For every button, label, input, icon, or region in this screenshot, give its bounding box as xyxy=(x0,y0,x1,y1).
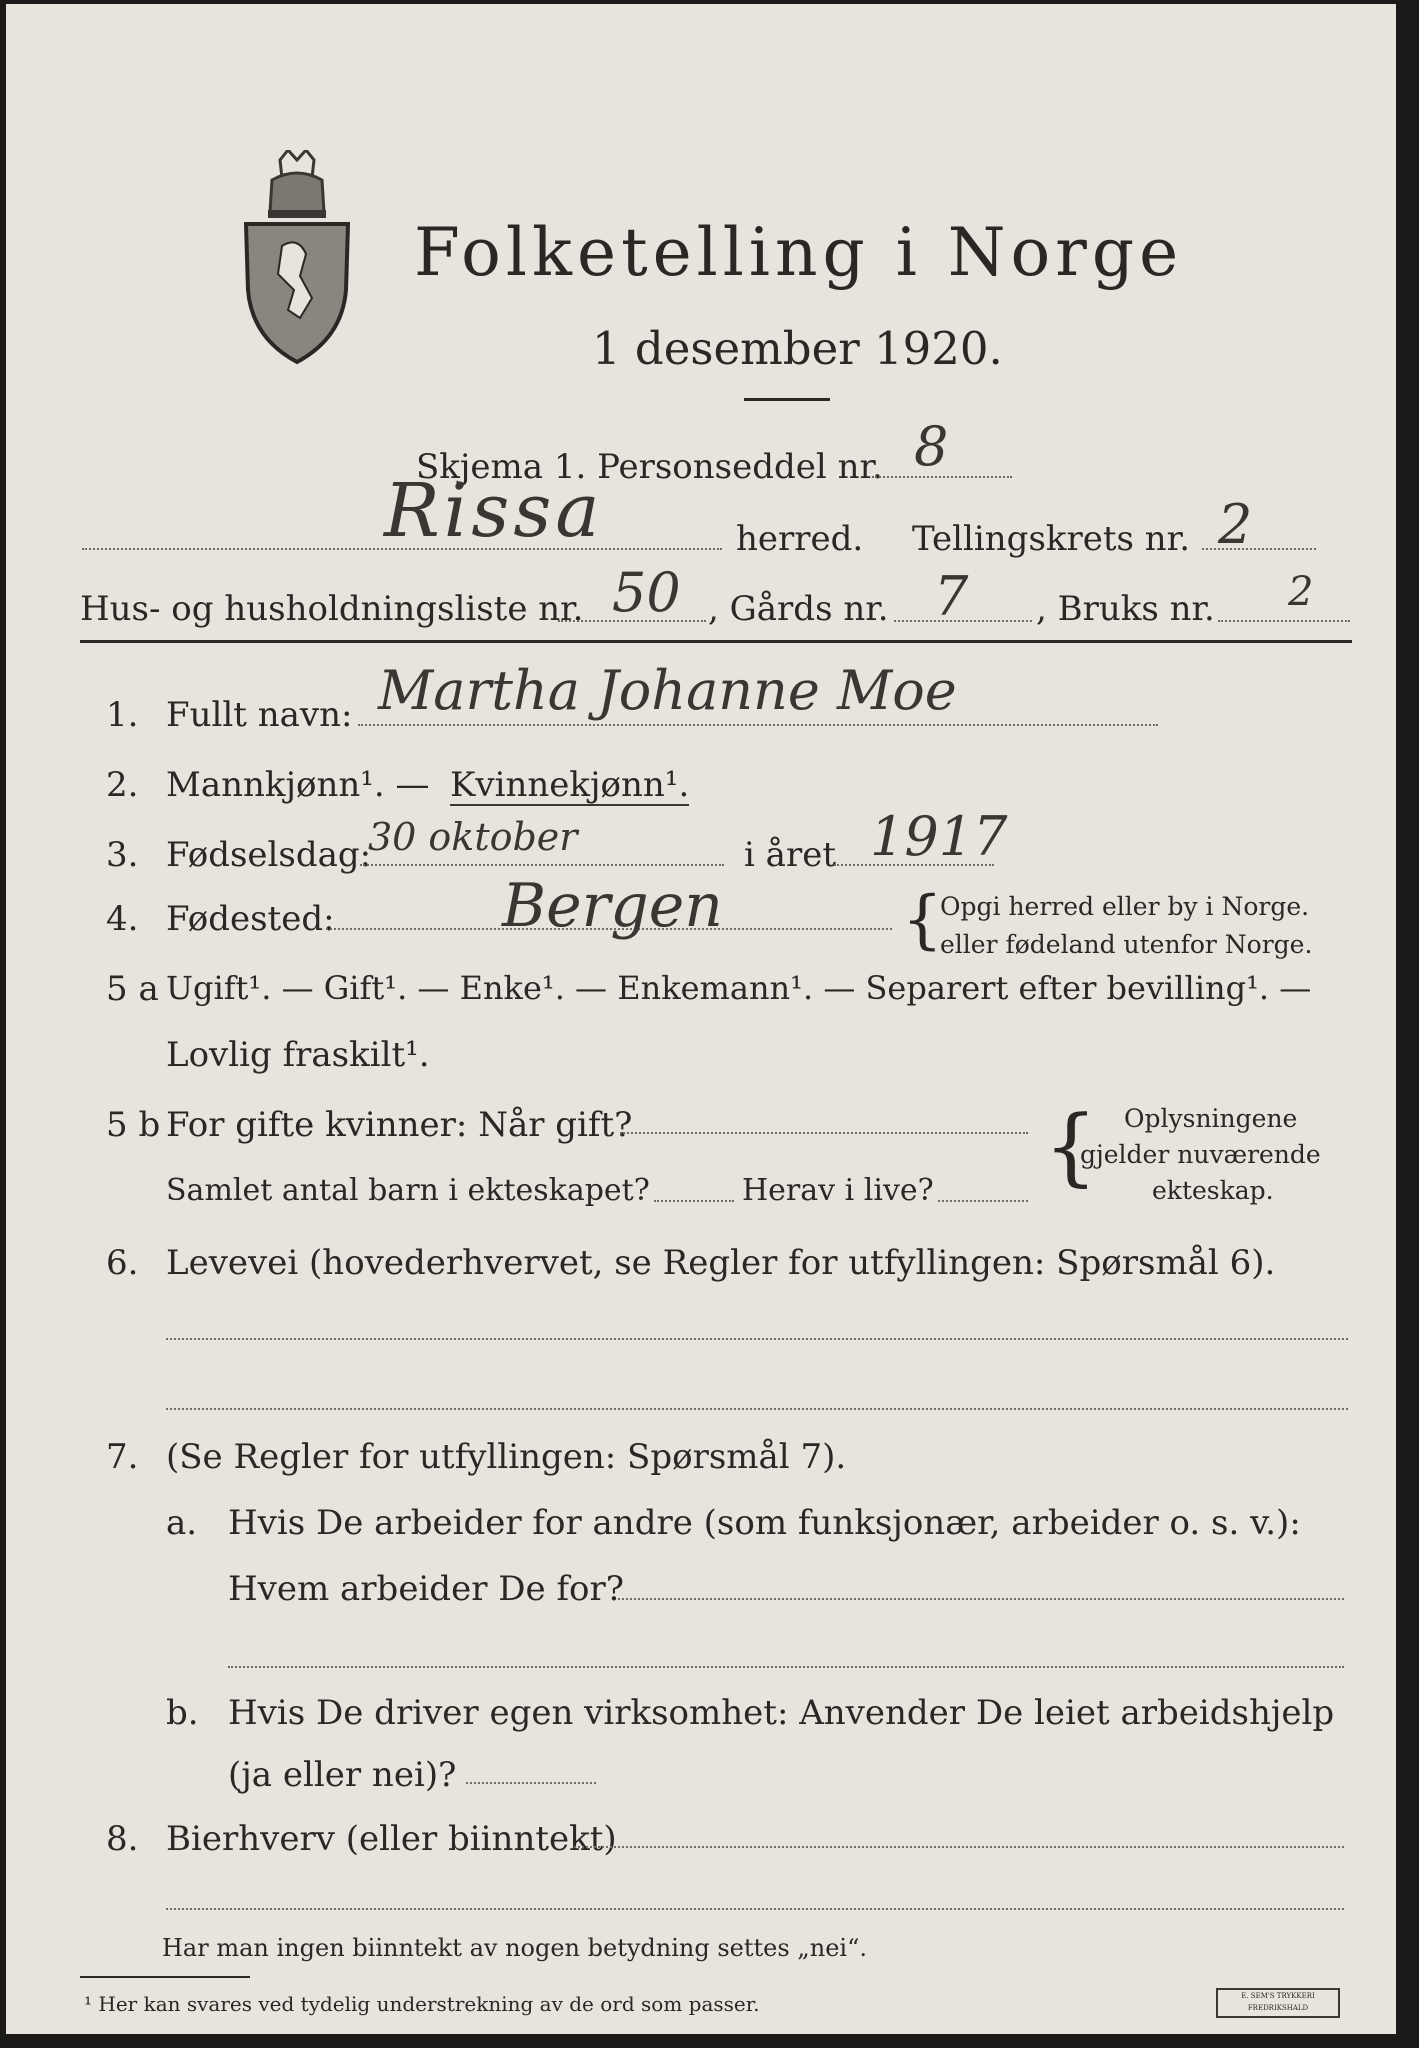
children-total-label: Samlet antal barn i ekteskapet? xyxy=(166,1173,650,1208)
form-title: Folketelling i Norge xyxy=(414,214,1184,291)
birthplace-note-2: eller fødeland utenfor Norge. xyxy=(940,930,1313,959)
employer-field-2[interactable] xyxy=(228,1666,1344,1668)
q7b-line-1: Hvis De driver egen virksomhet: Anvender De leiet arbeidshjelp xyxy=(228,1693,1335,1733)
birthplace-note-1: Opgi herred eller by i Norge. xyxy=(940,892,1310,921)
herred-value: Rissa xyxy=(384,468,604,554)
header-rule xyxy=(80,640,1352,643)
coat-of-arms-icon xyxy=(238,150,356,366)
bruks-label: , Bruks nr. xyxy=(1036,589,1215,629)
footnote-rule xyxy=(80,1976,250,1978)
hus-label: Hus- og husholdningsliste nr. xyxy=(80,589,584,629)
occupation-label: Levevei (hovederhvervet, se Regler for utfyllingen: Spørsmål 6). xyxy=(166,1243,1276,1283)
q2-number: 2. xyxy=(106,765,139,805)
hired-help-label: (ja eller nei)? xyxy=(228,1755,457,1795)
hired-help-field[interactable] xyxy=(466,1782,596,1784)
brace-symbol-2: { xyxy=(1044,1097,1098,1195)
employer-label: Hvem arbeider De for? xyxy=(228,1569,624,1609)
birth-date-field[interactable] xyxy=(360,864,724,866)
children-alive-field[interactable] xyxy=(938,1200,1028,1202)
hus-value: 50 xyxy=(612,561,681,624)
sex-male-option[interactable]: Mannkjønn¹. — xyxy=(166,765,430,805)
brace-symbol: { xyxy=(902,883,943,957)
census-date: 1 desember 1920. xyxy=(592,322,1003,375)
married-note-2: gjelder nuværende xyxy=(1080,1140,1321,1169)
side-income-field-2[interactable] xyxy=(166,1908,1344,1910)
q5a-number: 5 a xyxy=(106,969,159,1009)
full-name-field[interactable] xyxy=(358,724,1158,726)
marital-status-options[interactable]: Ugift¹. — Gift¹. — Enke¹. — Enkemann¹. — Separert efter bevilling¹. — xyxy=(166,969,1312,1007)
married-when-field[interactable] xyxy=(620,1132,1028,1134)
q7-number: 7. xyxy=(106,1437,139,1477)
printer-mark: E. SEM'S TRYKKERI FREDRIKSHALD xyxy=(1216,1988,1340,2018)
children-total-field[interactable] xyxy=(654,1200,734,1202)
q4-number: 4. xyxy=(106,899,139,939)
married-note-3: ekteskap. xyxy=(1152,1176,1274,1205)
q3-number: 3. xyxy=(106,835,139,875)
skjema-value: 8 xyxy=(914,415,949,478)
divorced-option[interactable]: Lovlig fraskilt¹. xyxy=(166,1035,430,1075)
tellingskrets-label: Tellingskrets nr. xyxy=(912,519,1191,559)
gards-label: , Gårds nr. xyxy=(708,589,889,629)
footer-note: Har man ingen biinntekt av nogen betydning settes „nei“. xyxy=(162,1934,867,1962)
tellingskrets-value: 2 xyxy=(1218,493,1253,556)
year-label: i året xyxy=(744,835,836,875)
q3-label: Fødselsdag: xyxy=(166,835,372,875)
children-alive-label: Herav i live? xyxy=(742,1173,934,1208)
skjema-label: Skjema 1. Personseddel nr. xyxy=(416,447,883,487)
title-divider xyxy=(744,398,830,401)
sex-female-option[interactable]: Kvinnekjønn¹. xyxy=(450,765,690,805)
bruks-field[interactable] xyxy=(1218,620,1350,622)
footnote: ¹ Her kan svares ved tydelig understrekning av de ord som passer. xyxy=(84,1992,760,2016)
q4-label: Fødested: xyxy=(166,899,335,939)
occupation-field-2[interactable] xyxy=(166,1408,1348,1410)
birth-year-value: 1917 xyxy=(870,805,1008,868)
occupation-field-1[interactable] xyxy=(166,1338,1348,1340)
bruks-value: 2 xyxy=(1288,569,1314,615)
full-name-value: Martha Johanne Moe xyxy=(378,659,957,722)
employer-field[interactable] xyxy=(618,1598,1344,1600)
q1-number: 1. xyxy=(106,695,139,735)
married-when-label: For gifte kvinner: Når gift? xyxy=(166,1105,633,1145)
herred-label: herred. xyxy=(736,519,864,559)
q7b-number: b. xyxy=(166,1693,199,1733)
q5b-number: 5 b xyxy=(106,1105,161,1145)
married-note-1: Oplysningene xyxy=(1124,1104,1298,1133)
q7-label: (Se Regler for utfyllingen: Spørsmål 7). xyxy=(166,1437,847,1477)
side-income-field[interactable] xyxy=(574,1846,1344,1848)
q7a-line-1: Hvis De arbeider for andre (som funksjonær, arbeider o. s. v.): xyxy=(228,1503,1301,1543)
q6-number: 6. xyxy=(106,1243,139,1283)
q8-number: 8. xyxy=(106,1819,139,1859)
q1-label: Fullt navn: xyxy=(166,695,353,735)
gards-value: 7 xyxy=(934,565,969,628)
side-income-label: Bierhverv (eller biinntekt) xyxy=(166,1819,617,1859)
q7a-number: a. xyxy=(166,1503,198,1543)
birth-date-value: 30 oktober xyxy=(368,815,578,859)
census-form xyxy=(6,4,1396,2034)
birthplace-value: Bergen xyxy=(502,871,723,941)
